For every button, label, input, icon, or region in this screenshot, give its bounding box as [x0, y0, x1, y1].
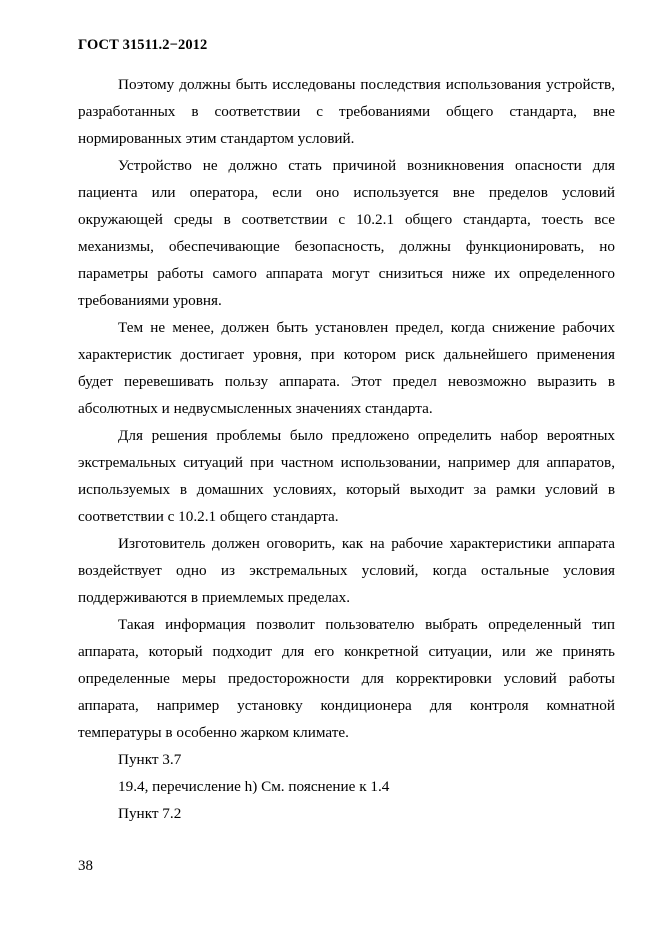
document-body [78, 71, 615, 827]
paragraph-1: Поэтому должны быть исследованы последствия использования устройств, разработанных в соответствии с требованиями общего стандарта, вне нормированных этим стандартом условий. [78, 76, 615, 147]
document-header: ГОСТ 31511.2−2012 [78, 37, 208, 53]
paragraph-4: Для решения проблемы было предложено определить набор вероятных экстремальных ситуаций при частном использовании, например для аппаратов, используемых в домашних условиях, который выходит за рамки условий в соответствии с 10.2.1 общего стандарта. [78, 427, 615, 525]
paragraph-3: Тем не менее, должен быть установлен предел, когда снижение рабочих характеристик достигает уровня, при котором риск дальнейшего применения будет перевешивать пользу аппарата. Этот предел невозможно выразить в абсолютных и недвусмысленных значениях стандарта. [78, 319, 615, 417]
clause-reference-7-2: Пункт 7.2 [118, 805, 182, 822]
clause-reference-19-4: 19.4, перечисление h) См. пояснение к 1.4 [118, 778, 390, 795]
clause-reference-3-7: Пункт 3.7 [118, 751, 182, 768]
paragraph-2: Устройство не должно стать причиной возникновения опасности для пациента или оператора, если оно используется вне пределов условий окружающей среды в соответствии с 10.2.1 общего стандарта, тоесть все механизмы, обеспечивающие безопасность, должны функционировать, но параметры работы самого аппарата могут снизиться ниже их определенного требованиями уровня. [78, 157, 615, 309]
page-number: 38 [78, 858, 93, 874]
paragraph-5: Изготовитель должен оговорить, как на рабочие характеристики аппарата воздействует одно из экстремальных условий, когда остальные условия поддерживаются в приемлемых пределах. [78, 535, 615, 606]
paragraph-6: Такая информация позволит пользователю выбрать определенный тип аппарата, который подходит для его конкретной ситуации, или же принять определенные меры предосторожности для корректировки условий работы аппарата, например установку кондиционера для контроля комнатной температуры в особенно жарком климате. [78, 616, 615, 741]
